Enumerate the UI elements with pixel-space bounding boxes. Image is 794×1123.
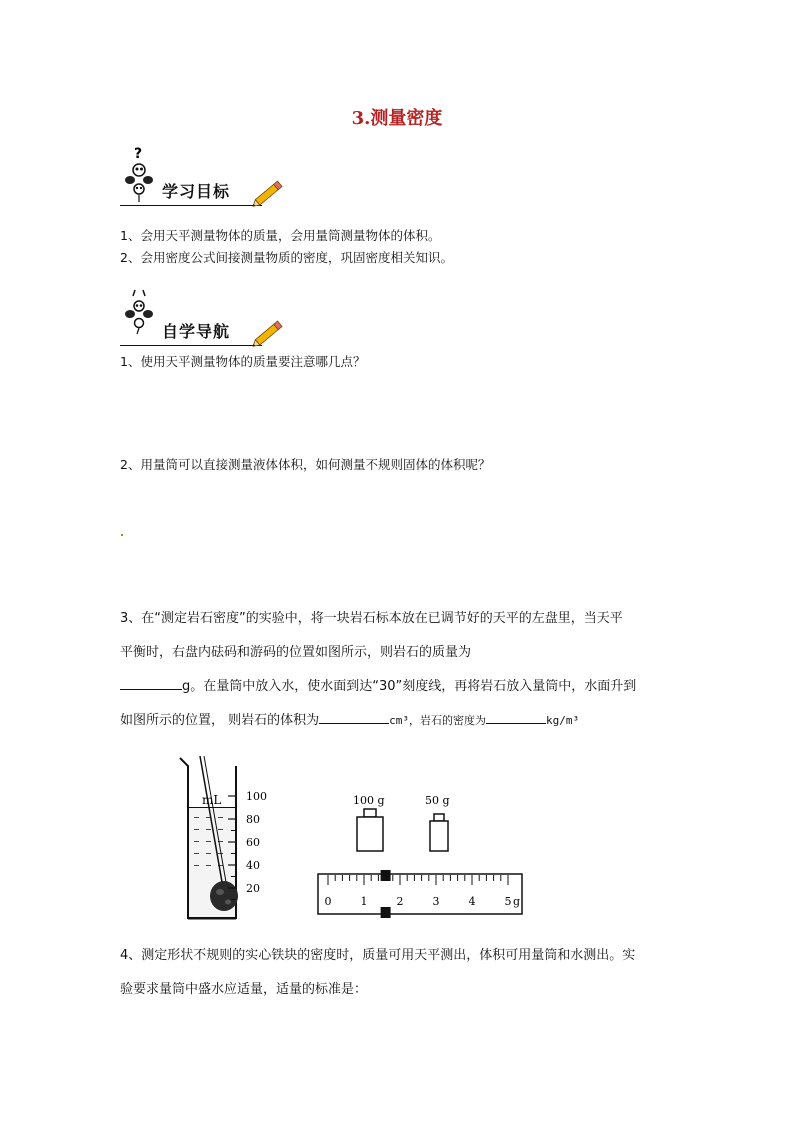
weight-100g — [353, 794, 385, 851]
section-label-goals: 学习目标 — [162, 182, 231, 201]
cylinder-tick-label: 100 — [246, 790, 267, 803]
question-3-line-2: 平衡时，右盘内砝码和游码的位置如图所示，则岩石的质量为 — [120, 645, 472, 660]
pencil-icon — [248, 318, 288, 348]
section-header-self-study — [118, 286, 298, 352]
cylinder-tick-label: 40 — [246, 859, 260, 872]
scale-tick-label: 3 — [432, 895, 440, 908]
goal-2: 2、会用密度公式间接测量物质的密度，巩固密度相关知识。 — [120, 250, 453, 265]
question-4-line-2: 验要求量筒中盛水应适量，适量的标准是： — [120, 982, 368, 997]
scale-tick-label: 4 — [468, 895, 476, 908]
svg-text:?: ? — [134, 146, 143, 162]
rock — [210, 881, 238, 911]
question-4 — [120, 939, 680, 1007]
weight-50g — [425, 794, 450, 851]
section-underline — [120, 345, 262, 346]
answer-blank-volume[interactable] — [319, 709, 389, 724]
rider-bottom — [381, 907, 391, 918]
cylinder-tick-label: 20 — [246, 882, 260, 895]
mascot-question-icon — [122, 146, 158, 206]
scale-unit-label: g — [513, 895, 521, 908]
page-title: 3.测量密度 — [351, 108, 443, 129]
cylinder-unit-label: mL — [202, 793, 222, 807]
section-underline — [120, 205, 262, 206]
answer-blank-mass[interactable] — [120, 675, 182, 690]
question-3-line-3 — [120, 670, 680, 704]
beam-scale — [318, 870, 522, 918]
question-1: 1、使用天平测量物体的质量要注意哪几点？ — [120, 354, 366, 369]
question-3-line-4 — [120, 704, 680, 738]
question-3-line-4-text: 如图所示的位置， 则岩石的体积为 — [120, 713, 320, 728]
scale-tick-label: 2 — [396, 895, 404, 908]
graduated-cylinder — [180, 756, 267, 918]
scale-tick-label: 1 — [360, 895, 368, 908]
stray-dot — [121, 534, 123, 536]
answer-blank-density[interactable] — [486, 709, 546, 724]
question-3-unit-g: g。在量筒中放入水，使水面到达“30”刻度线，再将岩石放入量筒中，水面升到 — [182, 679, 637, 694]
question-4-line-1: 4、测定形状不规则的实心铁块的密度时，质量可用天平测出，体积可用量筒和水测出。实 — [120, 948, 636, 963]
cylinder-tick-label: 80 — [246, 813, 260, 826]
scale-tick-label: 0 — [324, 895, 332, 908]
question-3-unit-kgm3: kg/m³ — [546, 714, 580, 727]
section-label-self-study: 自学导航 — [162, 322, 231, 341]
question-2: 2、用量筒可以直接测量液体体积，如何测量不规则固体的体积呢？ — [120, 457, 491, 472]
section-header-goals — [118, 146, 298, 212]
scale-tick-label: 5 — [504, 895, 512, 908]
question-3 — [120, 602, 680, 738]
rider-top — [381, 870, 391, 881]
pencil-icon — [248, 178, 288, 208]
question-3-unit-cm3: cm³，岩石的密度为 — [389, 714, 487, 727]
experiment-figure — [170, 752, 530, 930]
weight-50g-label: 50 g — [425, 794, 450, 807]
question-3-line-1: 3、在“测定岩石密度”的实验中，将一块岩石标本放在已调节好的天平的左盘里，当天平 — [120, 611, 623, 626]
cylinder-tick-label: 60 — [246, 836, 260, 849]
mascot-thinking-icon — [122, 286, 158, 346]
goal-1: 1、会用天平测量物体的质量，会用量筒测量物体的体积。 — [120, 228, 441, 243]
weight-100g-label: 100 g — [353, 794, 385, 807]
